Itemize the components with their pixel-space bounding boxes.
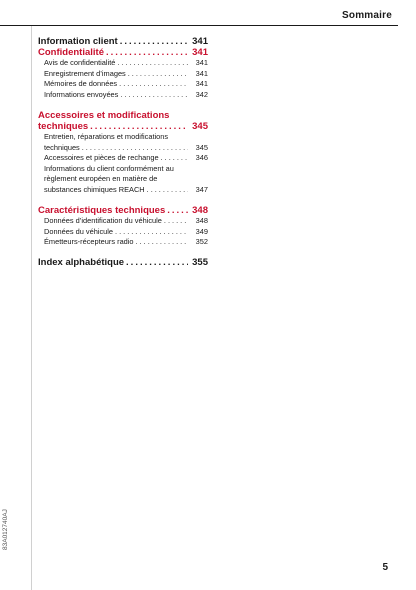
toc-subentry-label: Avis de confidentialité [44, 58, 116, 67]
toc-subentry-label: Mémoires de données [44, 79, 118, 88]
toc-subentry-page: 346 [195, 153, 208, 162]
toc-subentry-page: 352 [195, 237, 208, 246]
toc-entry-label: Caractéristiques techniques [38, 205, 166, 216]
toc-entry-page: 341 [192, 47, 208, 58]
dot-leader [117, 58, 188, 69]
dot-leader [106, 47, 188, 58]
toc-subentry[interactable] [38, 153, 208, 164]
page-header [0, 0, 398, 28]
toc-subentry[interactable] [38, 69, 208, 80]
header-title: Sommaire [342, 10, 392, 21]
dot-leader [82, 143, 188, 154]
toc-subentry-label: Enregistrement d’images [44, 68, 126, 78]
toc-subentry[interactable] [38, 79, 208, 90]
toc-entry-index[interactable] [38, 257, 208, 268]
toc-subentry-label: techniques [44, 142, 80, 152]
toc-subentry[interactable] [38, 227, 208, 238]
toc-subentry-line[interactable]: règlement européen en matière de [44, 174, 158, 183]
header-rule [0, 25, 398, 26]
toc-entry-page: 348 [192, 205, 208, 216]
dot-leader [167, 205, 188, 216]
toc-entry-label: Index alphabétique [38, 256, 125, 268]
toc-subentry-label: Accessoires et pièces de rechange [44, 153, 159, 162]
toc-entry-accessoires[interactable] [38, 121, 208, 132]
toc-subentry[interactable] [38, 185, 208, 196]
toc-subentry-page: 341 [195, 58, 208, 67]
toc-subentry-page: 342 [195, 89, 208, 99]
toc-entry-page: 341 [192, 36, 208, 47]
toc-subentry[interactable] [38, 216, 208, 227]
toc-subentry-label: Informations envoyées [44, 89, 119, 99]
toc-subentry-page: 341 [195, 79, 208, 88]
toc-subentry-page: 349 [195, 226, 208, 236]
dot-leader [120, 90, 188, 101]
toc-subentry-label: substances chimiques REACH [44, 184, 145, 194]
dot-leader [136, 237, 188, 248]
toc-subentry[interactable] [38, 58, 208, 69]
toc-entry-page: 355 [192, 256, 208, 268]
page-number: 5 [382, 562, 388, 573]
dot-leader [90, 121, 188, 132]
dot-leader [119, 79, 188, 90]
toc-subentry-label: Données du véhicule [44, 226, 114, 236]
dot-leader [161, 153, 188, 164]
toc-entry-label: Information client [38, 36, 118, 47]
dot-leader [147, 185, 188, 196]
toc-subentry-page: 341 [195, 68, 208, 78]
dot-leader [115, 227, 188, 238]
toc-subentry-line[interactable]: Informations du client conformément au [44, 163, 174, 173]
toc-entry-accessoires-line1[interactable]: Accessoires et modifications [38, 110, 170, 121]
toc-entry-caracteristiques[interactable] [38, 205, 208, 216]
toc-subentry-page: 345 [195, 142, 208, 152]
toc-entry-label: Confidentialité [38, 47, 104, 58]
toc-subentry-page: 348 [195, 216, 208, 225]
toc-entry-information-client[interactable] [38, 36, 208, 47]
table-of-contents [38, 36, 208, 268]
toc-subentry-page: 347 [195, 184, 208, 194]
toc-subentry[interactable] [38, 90, 208, 101]
dot-leader [128, 69, 188, 80]
margin-rule [31, 26, 32, 590]
document-code: 83A012740AJ [2, 509, 9, 550]
toc-subentry-label: Données d’identification du véhicule [44, 216, 162, 225]
toc-entry-page: 345 [192, 121, 208, 132]
dot-leader [120, 36, 188, 47]
dot-leader [164, 216, 188, 227]
toc-subentry-line[interactable]: Entretien, réparations et modifications [44, 132, 169, 141]
toc-subentry[interactable] [38, 237, 208, 248]
dot-leader [126, 257, 188, 268]
toc-entry-label: techniques [38, 121, 89, 132]
toc-subentry[interactable] [38, 143, 208, 154]
toc-subentry-label: Émetteurs-récepteurs radio [44, 237, 134, 246]
toc-entry-confidentialite[interactable] [38, 47, 208, 58]
